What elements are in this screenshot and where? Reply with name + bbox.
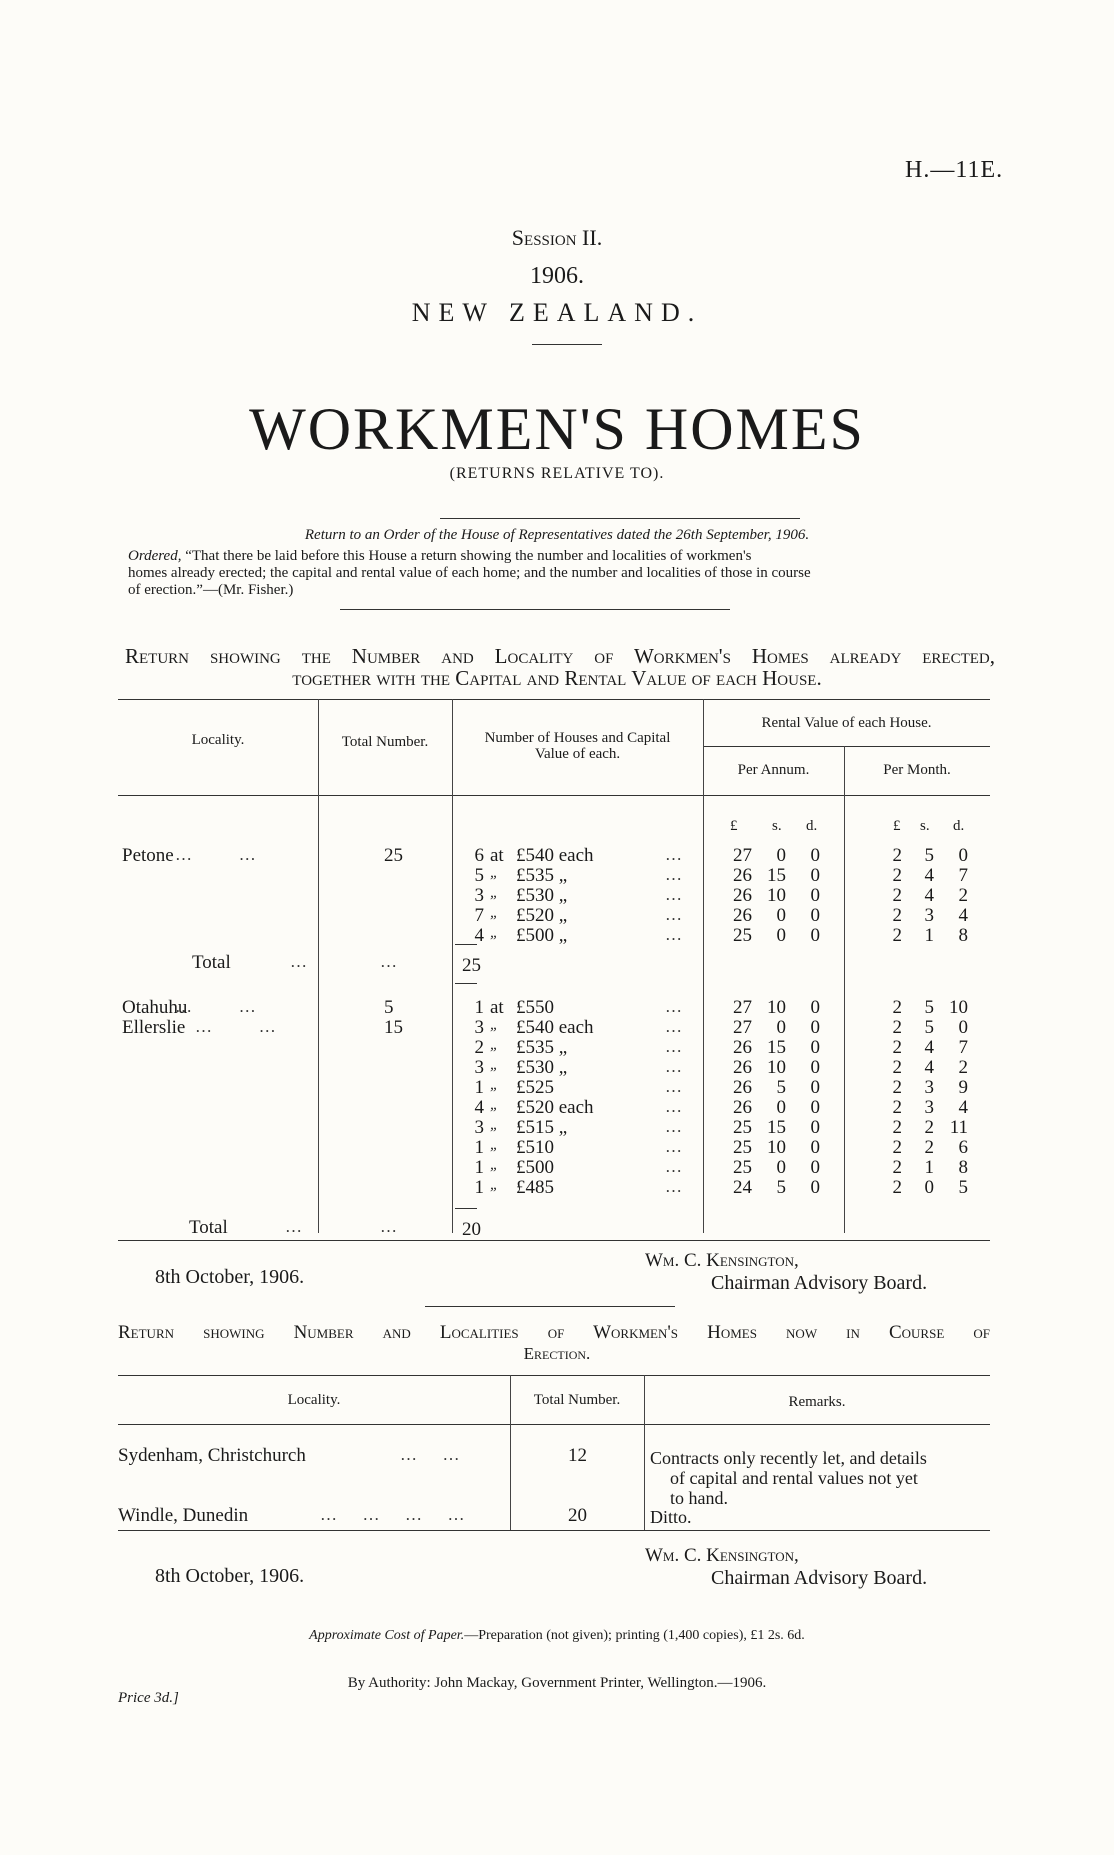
row-house-dots: … xyxy=(665,885,682,904)
row-house-value: £540 each xyxy=(516,1017,594,1038)
row-pm-shillings: 3 xyxy=(924,905,934,926)
row-house-dots: … xyxy=(665,1157,682,1176)
row-pa-pence: 0 xyxy=(810,1097,820,1118)
row-locality-dots: … … xyxy=(175,997,256,1016)
return2-caption-line1: Return showing Number and Localities of Workmen's Homes now in Course of xyxy=(118,1322,990,1343)
row-pm-pounds: 2 xyxy=(892,1017,902,1038)
row-pm-pence: 4 xyxy=(958,905,968,926)
rental-subheader-rule xyxy=(703,746,990,747)
row-house-value: £520 each xyxy=(516,1097,594,1118)
row-pa-shillings: 10 xyxy=(767,1057,786,1078)
row-house-sep: „ xyxy=(490,1037,499,1053)
row-pa-shillings: 5 xyxy=(776,1077,786,1098)
row-house-value: £500 „ xyxy=(516,925,568,946)
row-house-value: £500 xyxy=(516,1157,554,1178)
row-pm-pence: 2 xyxy=(958,885,968,906)
row-pa-shillings: 5 xyxy=(776,1177,786,1198)
table2-locality: Windle, Dunedin xyxy=(118,1505,249,1526)
row-pm-pence: 11 xyxy=(949,1117,968,1138)
order-line-2: homes already erected; the capital and rental value of each home; and the number and localities of those in course xyxy=(128,565,811,581)
row-house-sep: „ xyxy=(490,905,499,921)
header-rental: Rental Value of each House. xyxy=(761,715,932,731)
row-house-count: 1 xyxy=(474,1137,484,1158)
row-house-dots: … xyxy=(665,997,682,1016)
header-per-month: Per Month. xyxy=(883,762,951,778)
row-house-sep: „ xyxy=(490,1117,499,1133)
session-label: Session II. xyxy=(511,225,603,250)
row-pa-pounds: 27 xyxy=(733,1017,752,1038)
row-pm-shillings: 5 xyxy=(924,845,934,866)
header-houses-line2: Value of each. xyxy=(534,746,621,762)
total2-total-dots: … xyxy=(380,1217,397,1236)
row-pa-pounds: 26 xyxy=(733,1037,752,1058)
page-subtitle: (RETURNS RELATIVE TO). xyxy=(449,465,665,482)
row-pm-shillings: 2 xyxy=(924,1137,934,1158)
row-pa-pence: 0 xyxy=(810,1037,820,1058)
row-house-value: £550 xyxy=(516,997,554,1018)
section-divider xyxy=(425,1306,675,1307)
row-house-sep: „ xyxy=(490,1057,499,1073)
row-pm-pence: 8 xyxy=(958,1157,968,1178)
row-house-count: 7 xyxy=(474,905,484,926)
table2-header-rule xyxy=(118,1424,990,1425)
row-house-sep: „ xyxy=(490,1097,499,1113)
total1-dots: … xyxy=(290,952,307,971)
row-pa-pence: 0 xyxy=(810,865,820,886)
row-pm-pounds: 2 xyxy=(892,1097,902,1118)
total1-rule-bottom xyxy=(455,983,477,984)
row-house-dots: … xyxy=(665,1017,682,1036)
row-house-value: £525 xyxy=(516,1077,554,1098)
row-house-count: 4 xyxy=(474,1097,484,1118)
row-pm-pounds: 2 xyxy=(892,1137,902,1158)
row-pa-shillings: 0 xyxy=(776,845,786,866)
header-total: Total Number. xyxy=(341,734,429,750)
table2-dots: … … … … xyxy=(320,1505,465,1524)
pa-shillings-label: s. xyxy=(772,818,782,834)
table2-header-remarks: Remarks. xyxy=(788,1394,846,1410)
table2-total: 12 xyxy=(568,1445,587,1466)
row-pa-pounds: 26 xyxy=(733,905,752,926)
row-pm-shillings: 4 xyxy=(924,885,934,906)
row-pa-pence: 0 xyxy=(810,1077,820,1098)
row-pm-pence: 2 xyxy=(958,1057,968,1078)
row-locality: Ellerslie xyxy=(122,1017,186,1038)
row-pa-pounds: 27 xyxy=(733,997,752,1018)
row-house-value: £485 xyxy=(516,1177,554,1198)
cost-text: —Preparation (not given); printing (1,400 copies), £1 2s. 6d. xyxy=(464,1628,805,1643)
row-pm-shillings: 5 xyxy=(924,1017,934,1038)
return1-caption-line2: together with the Capital and Rental Value of each House. xyxy=(292,666,822,690)
row-pa-pence: 0 xyxy=(810,845,820,866)
table2-bottom-rule xyxy=(118,1530,990,1531)
row-house-value: £540 each xyxy=(516,845,594,866)
row-house-count: 6 xyxy=(474,845,484,866)
row-house-dots: … xyxy=(665,905,682,924)
row-house-dots: … xyxy=(665,1177,682,1196)
row-pa-pence: 0 xyxy=(810,997,820,1018)
row-pa-pounds: 26 xyxy=(733,1077,752,1098)
row-house-count: 1 xyxy=(474,1177,484,1198)
row-house-value: £520 „ xyxy=(516,905,568,926)
row-house-dots: … xyxy=(665,845,682,864)
row-house-count: 1 xyxy=(474,997,484,1018)
row-pa-pounds: 25 xyxy=(733,1157,752,1178)
row-pm-pence: 5 xyxy=(958,1177,968,1198)
row-house-dots: … xyxy=(665,1117,682,1136)
row-pm-pounds: 2 xyxy=(892,1117,902,1138)
page-reference: H.—11E. xyxy=(905,157,1004,183)
row-pm-pounds: 2 xyxy=(892,865,902,886)
table-bottom-rule xyxy=(118,1240,990,1241)
return2-signatory-title: Chairman Advisory Board. xyxy=(711,1567,928,1589)
row-pa-shillings: 0 xyxy=(776,1157,786,1178)
return2-date: 8th October, 1906. xyxy=(155,1565,305,1587)
return1-date: 8th October, 1906. xyxy=(155,1266,305,1288)
country-label: NEW ZEALAND. xyxy=(411,298,703,327)
table2-remarks-line2: of capital and rental values not yet xyxy=(670,1468,918,1488)
return1-caption-line1: Return showing the Number and Locality of Workmen's Homes already erected, xyxy=(125,644,995,668)
table-header-rule xyxy=(118,795,990,796)
row-pm-pence: 0 xyxy=(958,1017,968,1038)
row-pm-pence: 7 xyxy=(958,865,968,886)
row-pa-shillings: 10 xyxy=(767,1137,786,1158)
total2-rule xyxy=(455,1208,477,1209)
row-house-sep: „ xyxy=(490,1077,499,1093)
row-locality: Otahuhu xyxy=(122,997,188,1018)
row-pa-pounds: 25 xyxy=(733,1117,752,1138)
table2-header-total: Total Number. xyxy=(533,1392,621,1408)
total1-rule xyxy=(455,944,477,945)
row-house-value: £530 „ xyxy=(516,1057,568,1078)
total2-dots: … xyxy=(285,1217,302,1236)
row-house-sep: „ xyxy=(490,925,499,941)
ordered-label: Ordered, xyxy=(128,548,182,564)
row-house-value: £535 „ xyxy=(516,865,568,886)
row-house-count: 1 xyxy=(474,1157,484,1178)
price-label: Price 3d.] xyxy=(118,1690,179,1706)
total1-label: Total xyxy=(192,952,231,973)
row-locality-dots: … … xyxy=(195,1017,276,1036)
pa-pounds-label: £ xyxy=(730,818,738,834)
cost-note xyxy=(0,1628,1114,1644)
pm-pounds-label: £ xyxy=(893,818,901,834)
row-pm-shillings: 3 xyxy=(924,1097,934,1118)
order-heading: Return to an Order of the House of Representatives dated the 26th September, 1906. xyxy=(304,527,810,543)
row-house-count: 4 xyxy=(474,925,484,946)
header-locality: Locality. xyxy=(191,732,245,748)
row-house-dots: … xyxy=(665,925,682,944)
row-house-sep: „ xyxy=(490,1157,499,1173)
page-title: WORKMEN'S HOMES xyxy=(249,396,865,462)
row-house-value: £530 „ xyxy=(516,885,568,906)
row-house-dots: … xyxy=(665,865,682,884)
row-house-dots: … xyxy=(665,1037,682,1056)
row-pm-shillings: 0 xyxy=(924,1177,934,1198)
row-pm-pence: 0 xyxy=(958,845,968,866)
row-pm-shillings: 4 xyxy=(924,1057,934,1078)
row-pm-pence: 7 xyxy=(958,1037,968,1058)
table2-header-locality: Locality. xyxy=(287,1392,341,1408)
order-text xyxy=(128,548,1008,565)
header-houses-line1: Number of Houses and Capital xyxy=(484,730,671,746)
row-pa-pence: 0 xyxy=(810,1017,820,1038)
return1-signatory: Wm. C. Kensington, xyxy=(645,1250,799,1271)
row-house-sep: at xyxy=(490,997,504,1018)
table2-locality: Sydenham, Christchurch xyxy=(118,1445,306,1466)
order-line-1: “That there be laid before this House a return showing the number and localities of workmen's xyxy=(185,548,752,564)
col-divider-1 xyxy=(318,699,319,1233)
col-divider-3 xyxy=(703,699,704,1233)
row-pm-pounds: 2 xyxy=(892,845,902,866)
row-house-count: 1 xyxy=(474,1077,484,1098)
total2-value: 20 xyxy=(462,1219,481,1240)
pa-pence-label: d. xyxy=(806,818,818,834)
return1-signatory-title: Chairman Advisory Board. xyxy=(711,1272,928,1294)
row-pa-pounds: 24 xyxy=(733,1177,752,1198)
row-pm-shillings: 1 xyxy=(924,925,934,946)
row-pa-pence: 0 xyxy=(810,905,820,926)
row-pm-shillings: 3 xyxy=(924,1077,934,1098)
row-house-sep: „ xyxy=(490,1177,499,1193)
row-pm-shillings: 2 xyxy=(924,1117,934,1138)
row-house-count: 3 xyxy=(474,1057,484,1078)
col-divider-2 xyxy=(452,699,453,1233)
row-house-sep: „ xyxy=(490,865,499,881)
row-pm-pounds: 2 xyxy=(892,1037,902,1058)
row-pa-pence: 0 xyxy=(810,1177,820,1198)
row-pa-shillings: 0 xyxy=(776,905,786,926)
row-pm-pounds: 2 xyxy=(892,1157,902,1178)
row-house-sep: at xyxy=(490,845,504,866)
return2-caption-line2: Erection. xyxy=(523,1344,591,1363)
row-pa-shillings: 15 xyxy=(767,1117,786,1138)
row-locality: Petone xyxy=(122,845,174,866)
cost-label: Approximate Cost of Paper. xyxy=(309,1628,465,1643)
row-pa-shillings: 0 xyxy=(776,1017,786,1038)
row-pm-pounds: 2 xyxy=(892,1177,902,1198)
total2-label: Total xyxy=(189,1217,228,1238)
row-house-count: 2 xyxy=(474,1037,484,1058)
row-house-dots: … xyxy=(665,1077,682,1096)
row-pm-pence: 4 xyxy=(958,1097,968,1118)
row-pa-shillings: 0 xyxy=(776,925,786,946)
table2-remarks-line3: to hand. xyxy=(670,1488,728,1508)
row-pa-pence: 0 xyxy=(810,885,820,906)
row-pm-pounds: 2 xyxy=(892,885,902,906)
total1-value: 25 xyxy=(462,955,481,976)
row-pm-shillings: 1 xyxy=(924,1157,934,1178)
col-divider-4 xyxy=(844,746,845,1233)
table2-top-rule xyxy=(118,1375,990,1376)
row-pm-pounds: 2 xyxy=(892,925,902,946)
table-top-rule xyxy=(118,699,990,700)
row-house-value: £515 „ xyxy=(516,1117,568,1138)
table2-dots: … … xyxy=(400,1445,460,1464)
row-house-dots: … xyxy=(665,1097,682,1116)
row-locality-dots: … … xyxy=(175,845,256,864)
total1-total-dots: … xyxy=(380,952,397,971)
row-pa-shillings: 15 xyxy=(767,865,786,886)
pm-pence-label: d. xyxy=(953,818,965,834)
row-house-sep: „ xyxy=(490,1017,499,1033)
row-pa-pounds: 26 xyxy=(733,1057,752,1078)
row-house-sep: „ xyxy=(490,885,499,901)
row-pm-pence: 9 xyxy=(958,1077,968,1098)
row-pa-pence: 0 xyxy=(810,1137,820,1158)
row-pa-shillings: 15 xyxy=(767,1037,786,1058)
row-pa-pence: 0 xyxy=(810,1117,820,1138)
header-divider xyxy=(532,344,602,345)
pm-shillings-label: s. xyxy=(920,818,930,834)
row-house-count: 3 xyxy=(474,1017,484,1038)
row-pm-shillings: 4 xyxy=(924,865,934,886)
return2-signatory: Wm. C. Kensington, xyxy=(645,1545,799,1566)
row-pm-pence: 6 xyxy=(958,1137,968,1158)
row-pm-pence: 8 xyxy=(958,925,968,946)
row-pa-shillings: 0 xyxy=(776,1097,786,1118)
authority-line: By Authority: John Mackay, Government Printer, Wellington.—1906. xyxy=(347,1675,767,1691)
order-divider xyxy=(340,609,730,610)
row-house-value: £510 xyxy=(516,1137,554,1158)
row-pa-pounds: 26 xyxy=(733,1097,752,1118)
table2-remarks-line1: Contracts only recently let, and details xyxy=(650,1448,927,1468)
row-pa-pounds: 27 xyxy=(733,845,752,866)
row-pa-pounds: 26 xyxy=(733,865,752,886)
row-house-dots: … xyxy=(665,1137,682,1156)
row-pm-pounds: 2 xyxy=(892,905,902,926)
table2-total: 20 xyxy=(568,1505,587,1526)
table2-remarks-line1: Ditto. xyxy=(650,1507,692,1527)
row-pa-pence: 0 xyxy=(810,1157,820,1178)
row-pa-shillings: 10 xyxy=(767,885,786,906)
row-pm-pounds: 2 xyxy=(892,997,902,1018)
row-house-sep: „ xyxy=(490,1137,499,1153)
row-pa-shillings: 10 xyxy=(767,997,786,1018)
row-pm-shillings: 5 xyxy=(924,997,934,1018)
row-pa-pounds: 25 xyxy=(733,1137,752,1158)
row-pa-pence: 0 xyxy=(810,925,820,946)
row-house-count: 3 xyxy=(474,1117,484,1138)
year-label: 1906. xyxy=(530,263,584,289)
row-pm-pounds: 2 xyxy=(892,1057,902,1078)
header-per-annum: Per Annum. xyxy=(737,762,810,778)
row-house-count: 5 xyxy=(474,865,484,886)
order-line-3: of erection.”—(Mr. Fisher.) xyxy=(128,582,294,598)
row-pa-pence: 0 xyxy=(810,1057,820,1078)
row-pm-shillings: 4 xyxy=(924,1037,934,1058)
title-divider xyxy=(440,518,800,519)
row-house-dots: … xyxy=(665,1057,682,1076)
row-house-value: £535 „ xyxy=(516,1037,568,1058)
row-pa-pounds: 26 xyxy=(733,885,752,906)
row-pm-pounds: 2 xyxy=(892,1077,902,1098)
row-pa-pounds: 25 xyxy=(733,925,752,946)
row-pm-pence: 10 xyxy=(949,997,968,1018)
row-house-count: 3 xyxy=(474,885,484,906)
